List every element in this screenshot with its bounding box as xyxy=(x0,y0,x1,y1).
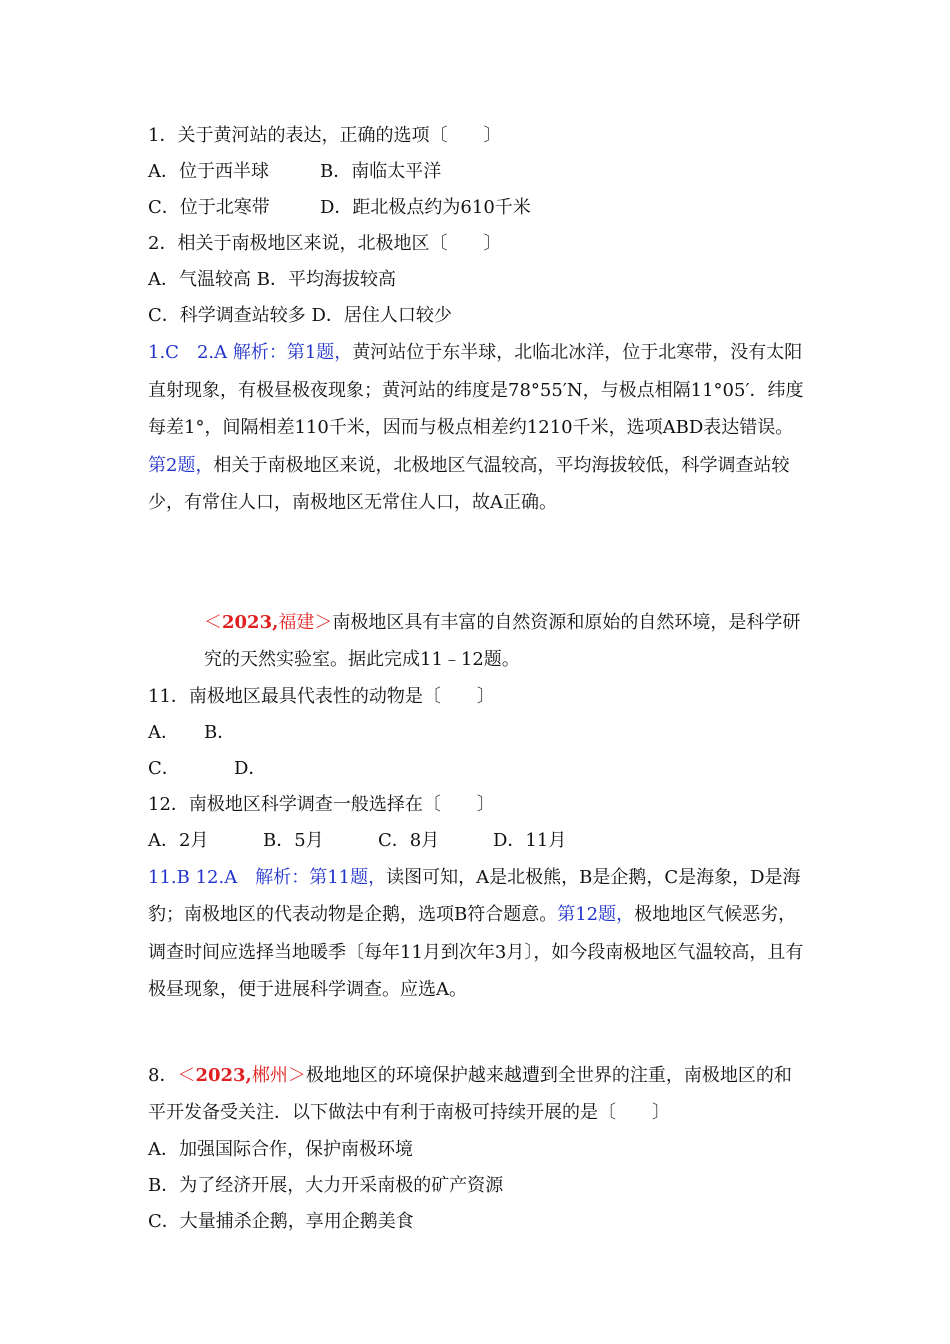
spacer xyxy=(148,522,808,604)
answer-explanation-1-2 xyxy=(148,334,808,522)
question-11-option-c: C． xyxy=(148,757,180,779)
source-tag xyxy=(177,1065,305,1086)
question-1-option-a: A．位于西半球 xyxy=(148,161,269,182)
question-2: 2．相关于南极地区来说，北极地区〔 〕 xyxy=(148,233,502,254)
source-bracket: ＜ xyxy=(204,611,222,633)
question-2-options-cd: C．科学调查站较多 D．居住人口较少 xyxy=(148,305,452,326)
answer-text: 读图可知，A是北极熊，B是企鹅，C是海象，D是海豹；南极地区的代表动物是企鹅，选项B符合题意。 xyxy=(148,866,801,925)
source-bracket: ＜ xyxy=(177,1064,196,1086)
intro-text: 南极地区具有丰富的自然资源和原始的自然环境，是科学研究的天然实验室。据此完成11﹣12题。 xyxy=(204,611,801,670)
passage-intro xyxy=(148,604,808,679)
question-11-option-d: D． xyxy=(234,757,267,779)
question-12: 12．南极地区科学调查一般选择在〔 〕 xyxy=(148,793,495,815)
source-tag xyxy=(204,612,332,633)
question-8 xyxy=(148,1057,808,1132)
question-11-option-b: B． xyxy=(204,721,236,743)
answer-text: 黄河站位于东半球，北临北冰洋，位于北寒带，没有太阳直射现象，有极昼极夜现象；黄河站的纬度是78°55′N，与极点相隔11°05′．纬度每差1°，间隔相差110千米，因而与极点相差约1210千米，选项ABD表达错误。 xyxy=(148,342,804,438)
answer-label: 第2题， xyxy=(148,454,214,476)
source-year: 2023, xyxy=(222,611,279,633)
source-place: 福建＞ xyxy=(278,611,333,633)
question-8-option-c: C．大量捕杀企鹅，享用企鹅美食 xyxy=(148,1210,414,1232)
question-12-option-d: D．11月 xyxy=(493,829,567,851)
source-year: 2023, xyxy=(195,1064,252,1086)
question-12-option-b: B．5月 xyxy=(263,829,324,851)
question-1-options-ab xyxy=(148,154,808,190)
question-number: 8． xyxy=(148,1064,178,1086)
question-1-option-b: B．南临太平洋 xyxy=(320,161,442,182)
question-8-option-a: A．加强国际合作，保护南极环境 xyxy=(148,1138,413,1160)
question-8-option-b: B．为了经济开展，大力开采南极的矿产资源 xyxy=(148,1174,504,1196)
question-11-options-cd xyxy=(148,751,808,787)
question-12-option-a: A．2月 xyxy=(148,829,209,851)
question-1-option-d: D．距北极点约为610千米 xyxy=(320,197,531,218)
question-1-options-cd xyxy=(148,190,808,226)
answer-label: 11.B 12.A 解析：第11题， xyxy=(148,866,387,888)
document-content xyxy=(148,118,808,1240)
answer-label: 1.C 2.A 解析：第1题， xyxy=(148,342,353,363)
question-11-option-a: A． xyxy=(148,721,179,743)
answer-explanation-11-12 xyxy=(148,859,808,1009)
question-stem: 极地地区的环境保护越来越遭到全世界的注重，南极地区的和平开发备受关注．以下做法中有利于南极可持续开展的是〔 〕 xyxy=(148,1064,792,1123)
question-12-option-c: C．8月 xyxy=(378,829,440,851)
question-1: 1．关于黄河站的表达，正确的选项〔 〕 xyxy=(148,125,502,146)
spacer xyxy=(148,1009,808,1057)
answer-text: 极地地区气候恶劣，调查时间应选择当地暖季〔每年11月到次年3月〕，如今段南极地区气温较高，且有极昼现象，便于进展科学调查。应选A。 xyxy=(148,904,804,1000)
source-place: 郴州＞ xyxy=(251,1064,306,1086)
answer-label: 第12题， xyxy=(557,904,635,925)
question-1-option-c: C．位于北寒带 xyxy=(148,197,270,218)
question-11-options-ab xyxy=(148,715,808,751)
question-12-options xyxy=(148,823,808,859)
question-11: 11．南极地区最具代表性的动物是〔 〕 xyxy=(148,685,495,707)
answer-text: 相关于南极地区来说，北极地区气温较高，平均海拔较低，科学调查站较少，有常住人口，南极地区无常住人口，故A正确。 xyxy=(148,454,790,513)
question-2-options-ab: A．气温较高 B．平均海拔较高 xyxy=(148,269,396,290)
